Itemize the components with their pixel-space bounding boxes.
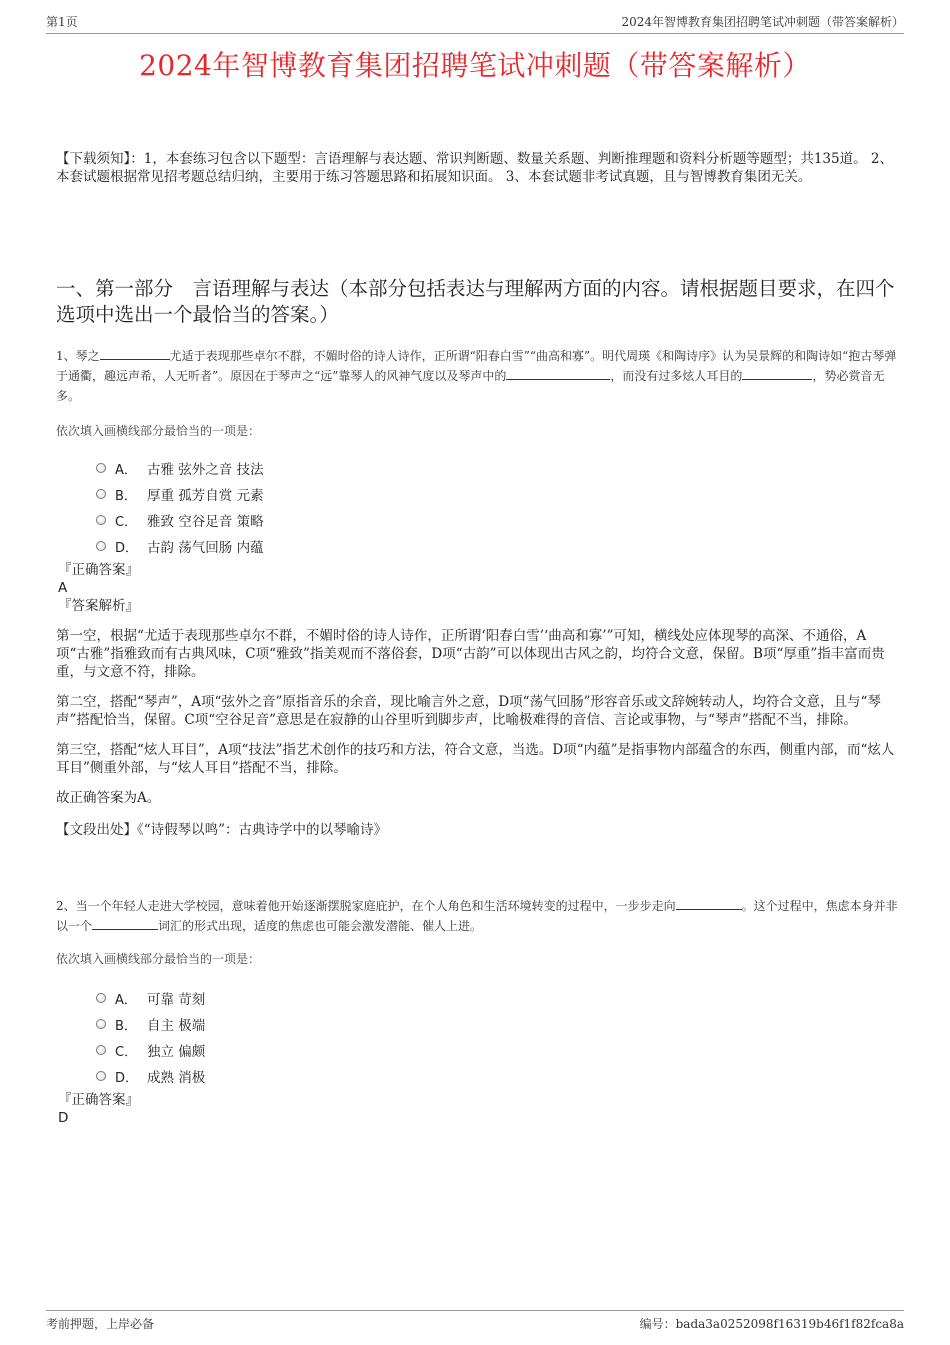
radio-icon[interactable] — [96, 515, 106, 525]
option-a[interactable] — [96, 985, 898, 1011]
question-2-text-b: 。这个过程中，焦虑本身并非以一个 — [56, 899, 898, 933]
question-2-stem — [56, 896, 898, 936]
option-letter: C． — [115, 514, 138, 530]
option-c[interactable] — [96, 1037, 898, 1063]
page-number: 第1页 — [46, 15, 78, 29]
section-heading: 一、第一部分 言语理解与表达（本部分包括表达与理解两方面的内容。请根据题目要求，在四个选项中选出一个最恰当的答案。） — [56, 277, 895, 326]
question-2-text-c: 词汇的形式出现，适度的焦虑也可能会激发潜能、催人上进。 — [158, 919, 483, 933]
question-1-stem — [56, 346, 898, 406]
option-letter: A． — [115, 462, 137, 478]
option-letter: A． — [115, 992, 137, 1008]
answer-label: 『正确答案』 — [58, 1092, 139, 1108]
question-1-text-a: 1、琴之 — [56, 349, 100, 363]
question-2-prompt: 依次填入画横线部分最恰当的一项是： — [56, 952, 261, 966]
option-d[interactable] — [96, 533, 898, 559]
option-text: 雅致 空谷足音 策略 — [147, 514, 264, 530]
blank-line — [676, 897, 742, 910]
answer-value: A — [58, 580, 68, 596]
page-footer — [46, 1310, 904, 1332]
page-header — [46, 14, 904, 34]
question-1-text-c: ，而没有过多炫人耳目的 — [610, 369, 743, 383]
option-text: 自主 极端 — [147, 1018, 206, 1034]
analysis-paragraph: 第三空，搭配“炫人耳目”，A项“技法”指艺术创作的技巧和方法，符合文意，当选。D项“内蕴”是指事物内部蕴含的东西，侧重内部，而“炫人耳目”侧重外部，与“炫人耳目”搭配不当，排除。 — [56, 742, 895, 776]
blank-line — [100, 347, 170, 360]
header-doc-title: 2024年智博教育集团招聘笔试冲刺题（带答案解析） — [621, 15, 904, 29]
document-title: 2024年智博教育集团招聘笔试冲刺题（带答案解析） — [139, 49, 811, 82]
radio-icon[interactable] — [96, 1019, 106, 1029]
analysis-conclusion: 故正确答案为A。 — [56, 790, 161, 806]
radio-icon[interactable] — [96, 993, 106, 1003]
option-letter: D． — [115, 1070, 139, 1086]
option-letter: D． — [115, 540, 139, 556]
option-b[interactable] — [96, 481, 898, 507]
option-text: 独立 偏颇 — [147, 1044, 206, 1060]
question-1-text-b: 尤适于表现那些卓尔不群，不媚时俗的诗人诗作，正所谓“阳春白雪”“曲高和寡”。明代周瑛《和陶诗序》认为吴景辉的和陶诗如“抱古琴弹于通衢，趣远声希，人无听者”。原因在于琴声之“远”靠琴人的风神气度以及琴声中的 — [56, 349, 897, 383]
question-1-options — [96, 455, 898, 559]
question-1 — [56, 346, 898, 839]
question-2 — [56, 896, 898, 1127]
option-b[interactable] — [96, 1011, 898, 1037]
analysis-paragraph: 第二空，搭配“琴声”，A项“弦外之音”原指音乐的余音，现比喻言外之意，D项“荡气回肠”形容音乐或文辞婉转动人，均符合文意，且与“琴声”搭配恰当，保留。C项“空谷足音”意思是在寂静的山谷里听到脚步声，比喻极难得的音信、言论或事物，与“琴声”搭配不当，排除。 — [56, 694, 881, 728]
option-letter: C． — [115, 1044, 138, 1060]
answer-label: 『正确答案』 — [58, 562, 139, 578]
question-1-text-d: ，势必赏音无多。 — [56, 369, 885, 403]
analysis-label: 『答案解析』 — [58, 598, 139, 614]
option-a[interactable] — [96, 455, 898, 481]
option-text: 成熟 消极 — [147, 1070, 206, 1086]
analysis-paragraph: 第一空，根据“尤适于表现那些卓尔不群，不媚时俗的诗人诗作，正所谓‘阳春白雪’‘曲高和寡’”可知，横线处应体现琴的高深、不通俗，A项“古雅”指雅致而有古典风味，C项“雅致”指美观而不落俗套，D项“古韵”可以体现出古风之韵，均符合文意，保留。B项“厚重”指丰富而贵重，与文意不符，排除。 — [56, 628, 885, 680]
option-text: 可靠 苛刻 — [147, 992, 206, 1008]
blank-line — [742, 367, 812, 380]
document-id: 编号：bada3a0252098f16319b46f1f82fca8a — [639, 1317, 904, 1331]
question-2-text-a: 2、当一个年轻人走进大学校园，意味着他开始逐渐摆脱家庭庇护，在个人角色和生活环境转变的过程中，一步步走向 — [56, 899, 676, 913]
footer-slogan: 考前押题，上岸必备 — [46, 1317, 155, 1331]
radio-icon[interactable] — [96, 489, 106, 499]
blank-line — [506, 367, 610, 380]
option-text: 厚重 孤芳自赏 元素 — [147, 488, 264, 504]
option-d[interactable] — [96, 1063, 898, 1089]
radio-icon[interactable] — [96, 1045, 106, 1055]
question-1-prompt: 依次填入画横线部分最恰当的一项是： — [56, 424, 261, 438]
option-text: 古雅 弦外之音 技法 — [147, 462, 264, 478]
option-letter: B． — [115, 1018, 137, 1034]
question-2-options — [96, 985, 898, 1089]
radio-icon[interactable] — [96, 1071, 106, 1081]
radio-icon[interactable] — [96, 463, 106, 473]
blank-line — [92, 917, 158, 930]
download-notice: 【下载须知】：1，本套练习包含以下题型：言语理解与表达题、常识判断题、数量关系题、判断推理题和资料分析题等题型；共135道。 2、本套试题根据常见招考题总结归纳，主要用于练习答题思路和拓展知识面。 3、本套试题非考试真题，且与智博教育集团无关。 — [56, 151, 893, 185]
radio-icon[interactable] — [96, 541, 106, 551]
option-text: 古韵 荡气回肠 内蕴 — [147, 540, 264, 556]
option-letter: B． — [115, 488, 137, 504]
answer-value: D — [58, 1110, 69, 1126]
option-c[interactable] — [96, 507, 898, 533]
source-citation: 【文段出处】《“诗假琴以鸣”：古典诗学中的以琴喻诗》 — [56, 822, 388, 838]
